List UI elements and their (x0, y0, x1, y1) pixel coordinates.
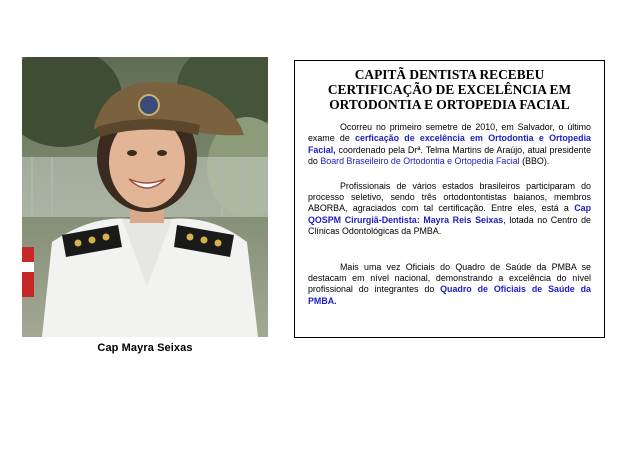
paragraph-text: coordenado pela Drª. Telma Martins de Araújo, atual presidente do (308, 144, 591, 167)
paragraph-text: , lotada no Centro de Clínicas Odontológicas da PMBA. (308, 214, 591, 237)
article-paragraph-3 (308, 262, 591, 308)
officer-portrait (22, 57, 268, 337)
photo-caption: Cap Mayra Seixas (97, 342, 193, 354)
paragraph-text: (BBO). (519, 156, 550, 167)
certification-link[interactable]: cerficação de excelência em Ortodontia e Ortopedia Facial, (308, 133, 591, 155)
officer-name-link[interactable]: Cap QOSPM Cirurgiã-Dentista: Mayra Reis Seixas (308, 203, 591, 225)
article-paragraph-1 (308, 122, 591, 168)
bbo-link[interactable]: Board Braseileiro de Ortodontia e Ortopedia Facial (320, 156, 520, 167)
paragraph-text: Mais uma vez Oficiais do Quadro de Saúde da PMBA se destacam em nível nacional, demonstrando a excelência do nível profissional do integrantes do (308, 261, 591, 295)
officer-photo (22, 57, 268, 337)
article-title: CAPITÃ DENTISTA RECEBEU CERTIFICAÇÃO DE EXCELÊNCIA EM ORTODONTIA E ORTOPEDIA FACIAL (327, 67, 572, 112)
paragraph-text: Profissionais de vários estados brasileiros participaram do processo seletivo, sendo três ortodontontistas baianos, membros ABORBA, agraciados com tal certificação. Entre eles, está a (308, 180, 591, 214)
health-officers-link[interactable]: Quadro de Oficiais de Saúde da PMBA. (308, 284, 591, 306)
article-box (294, 60, 605, 338)
article-paragraph-2 (308, 181, 591, 238)
paragraph-text: Ocorreu no primeiro semetre de 2010, em Salvador, o último exame de (308, 122, 591, 144)
